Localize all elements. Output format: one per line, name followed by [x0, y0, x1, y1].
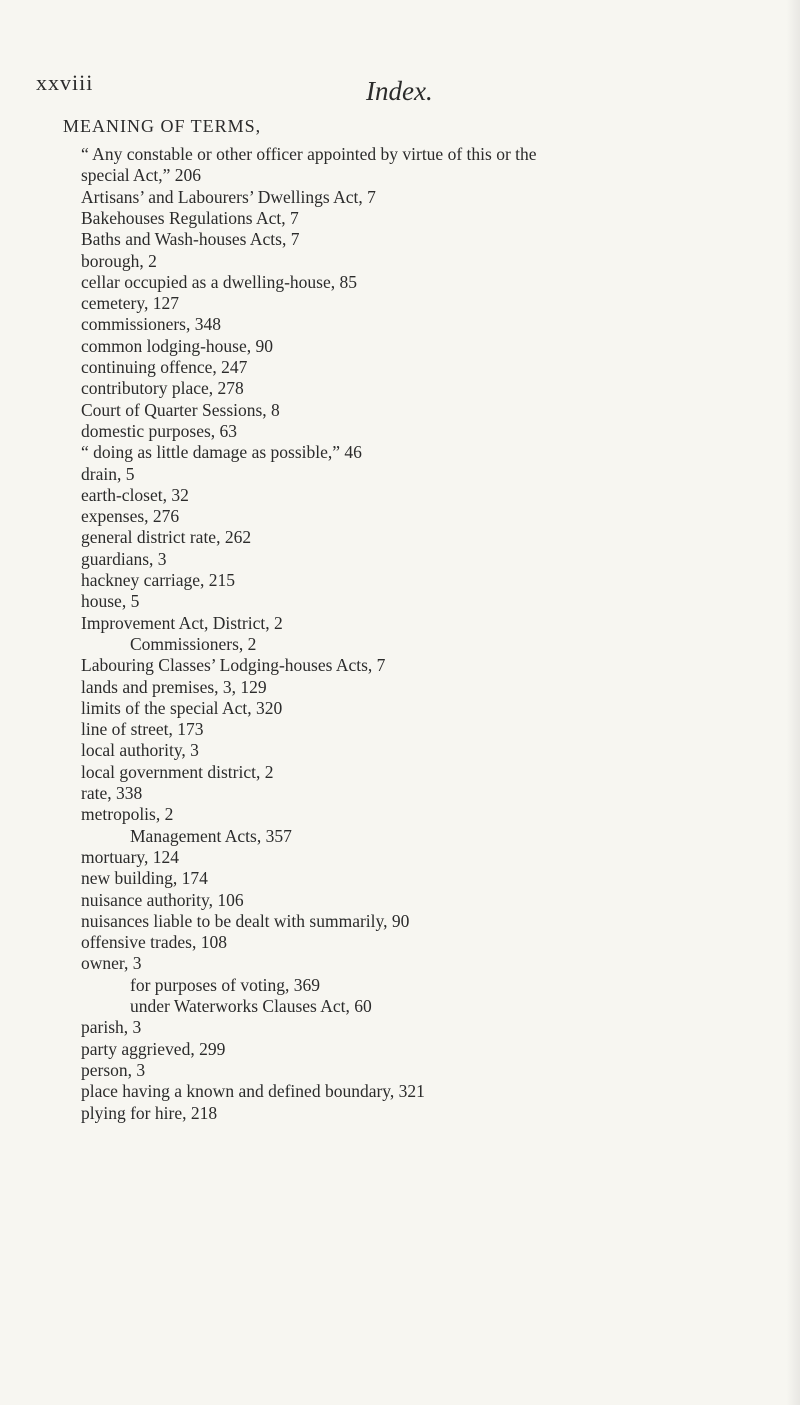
page-number: xxviii [36, 70, 94, 95]
index-entry: local authority, 3 [81, 740, 199, 761]
index-entry: hackney carriage, 215 [81, 570, 236, 590]
index-entry: person, 3 [81, 1059, 146, 1080]
index-entry: borough, 2 [81, 250, 157, 271]
index-entry: nuisance authority, 106 [81, 889, 244, 910]
index-entry: Management Acts, 357 [130, 825, 292, 846]
index-entry: owner, 3 [81, 953, 142, 974]
index-entry: guardians, 3 [81, 548, 167, 569]
index-entry: cellar occupied as a dwelling-house, 85 [81, 271, 358, 292]
index-entry: for purposes of voting, 369 [130, 974, 321, 995]
index-entry: contributory place, 278 [81, 378, 244, 399]
index-entry: under Waterworks Clauses Act, 60 [130, 996, 372, 1016]
index-entry: Improvement Act, District, 2 [81, 612, 283, 633]
running-title: Index. [366, 76, 433, 106]
index-entry: line of street, 173 [81, 719, 204, 740]
index-entry: continuing offence, 247 [81, 357, 248, 377]
page-edge-shadow [786, 0, 800, 1405]
index-entry: Artisans’ and Labourers’ Dwellings Act, 7 [81, 186, 376, 207]
index-entry: Bakehouses Regulations Act, 7 [81, 207, 299, 228]
index-entry: special Act,” 206 [81, 165, 202, 186]
index-entry: offensive trades, 108 [81, 932, 227, 953]
index-entry: “ doing as little damage as possible,” 46 [81, 442, 362, 463]
index-entry: rate, 338 [81, 783, 143, 803]
index-entry: mortuary, 124 [81, 846, 180, 867]
index-entry: lands and premises, 3, 129 [81, 676, 267, 697]
index-entry: “ Any constable or other officer appointed by virtue of this or the [81, 144, 537, 164]
index-entry: earth-closet, 32 [81, 484, 189, 505]
index-entry: new building, 174 [81, 868, 208, 889]
index-entry: parish, 3 [81, 1017, 142, 1038]
index-entry: limits of the special Act, 320 [81, 697, 283, 718]
index-entry: place having a known and defined boundary, 321 [81, 1081, 425, 1102]
index-entry: Baths and Wash-houses Acts, 7 [81, 229, 300, 250]
index-entry: plying for hire, 218 [81, 1102, 218, 1123]
index-entry: metropolis, 2 [81, 804, 174, 825]
index-entry: expenses, 276 [81, 506, 180, 527]
index-entry: local government district, 2 [81, 761, 274, 782]
index-entry: cemetery, 127 [81, 293, 179, 314]
index-entry: Commissioners, 2 [130, 633, 257, 654]
index-entry: common lodging-house, 90 [81, 335, 273, 356]
index-entry: party aggrieved, 299 [81, 1038, 226, 1059]
index-entry: domestic purposes, 63 [81, 420, 238, 441]
index-entry: drain, 5 [81, 463, 135, 484]
index-entry: general district rate, 262 [81, 527, 252, 548]
index-entry: Labouring Classes’ Lodging-houses Acts, 7 [81, 655, 386, 676]
index-entry: house, 5 [81, 591, 140, 612]
index-entry: nuisances liable to be dealt with summarily, 90 [81, 910, 410, 931]
section-heading: MEANING OF TERMS, [63, 116, 262, 136]
index-entry: Court of Quarter Sessions, 8 [81, 399, 280, 420]
index-entry: commissioners, 348 [81, 314, 221, 335]
